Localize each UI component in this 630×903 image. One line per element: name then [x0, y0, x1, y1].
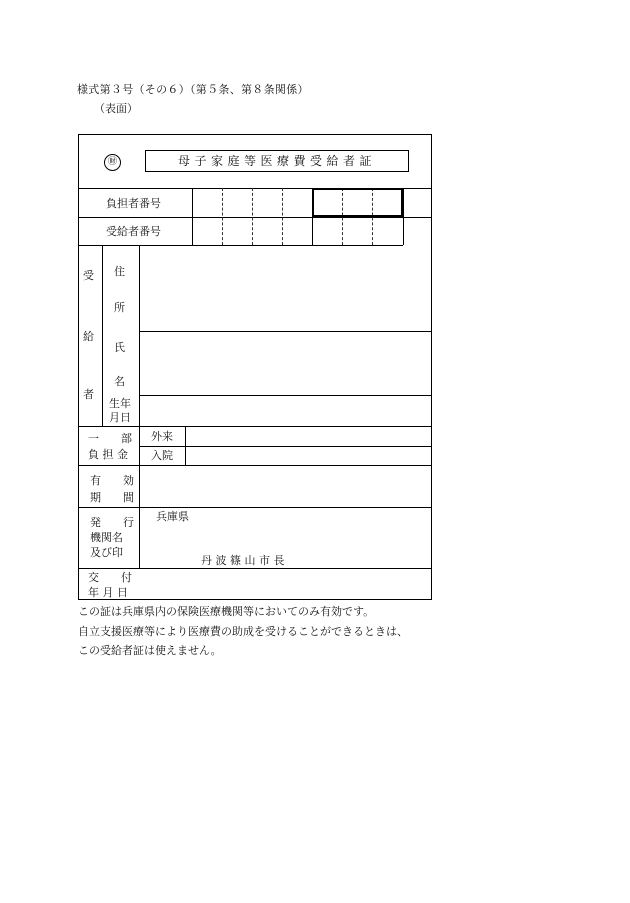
issuer-prefecture: 兵庫県 — [156, 510, 189, 523]
address-char-1: 住 — [114, 265, 125, 278]
issuer-mayor: 丹 波 篠 山 市 長 — [201, 554, 285, 567]
issuer-label-1: 発 行 — [90, 516, 134, 529]
seal-mark-icon: ㊖ — [104, 154, 121, 171]
note-line-3: この受給者証は使えません。 — [78, 644, 222, 657]
payer-number-highlight — [312, 188, 403, 217]
name-char-1: 氏 — [114, 341, 125, 354]
form-reference: 様式第３号（その６）（第５条、第８条関係） — [77, 83, 309, 96]
validity-label-2: 期 間 — [90, 491, 134, 504]
recipient-char-2: 給 — [83, 330, 94, 343]
name-char-2: 名 — [114, 375, 125, 388]
recipient-certificate-card — [78, 134, 432, 600]
validity-label-1: 有 効 — [90, 474, 134, 487]
issuer-label-2: 機関名 — [90, 531, 123, 544]
outpatient-label: 外来 — [151, 430, 173, 443]
copay-label-2: 負 担 金 — [88, 448, 128, 461]
payer-number-label: 負担者番号 — [106, 197, 161, 210]
birthdate-label-1: 生年 — [109, 397, 131, 410]
note-line-2: 自立支援医療等により医療費の助成を受けることができるときは、 — [78, 625, 408, 638]
issue-date-label-1: 交 付 — [88, 571, 132, 584]
address-char-2: 所 — [114, 301, 125, 314]
issue-date-label-2: 年 月 日 — [88, 586, 128, 599]
side-label: （表面） — [94, 102, 138, 115]
copay-label-1: 一 部 — [88, 432, 132, 445]
inpatient-label: 入院 — [151, 449, 173, 462]
card-title: 母子家庭等医療費受給者証 — [145, 150, 409, 172]
issuer-label-3: 及び印 — [90, 546, 123, 559]
note-line-1: この証は兵庫県内の保険医療機関等においてのみ有効です。 — [78, 605, 375, 618]
recipient-char-1: 受 — [83, 269, 94, 282]
recipient-char-3: 者 — [83, 388, 94, 401]
recipient-number-label: 受給者番号 — [106, 225, 161, 238]
birthdate-label-2: 月日 — [109, 411, 131, 424]
